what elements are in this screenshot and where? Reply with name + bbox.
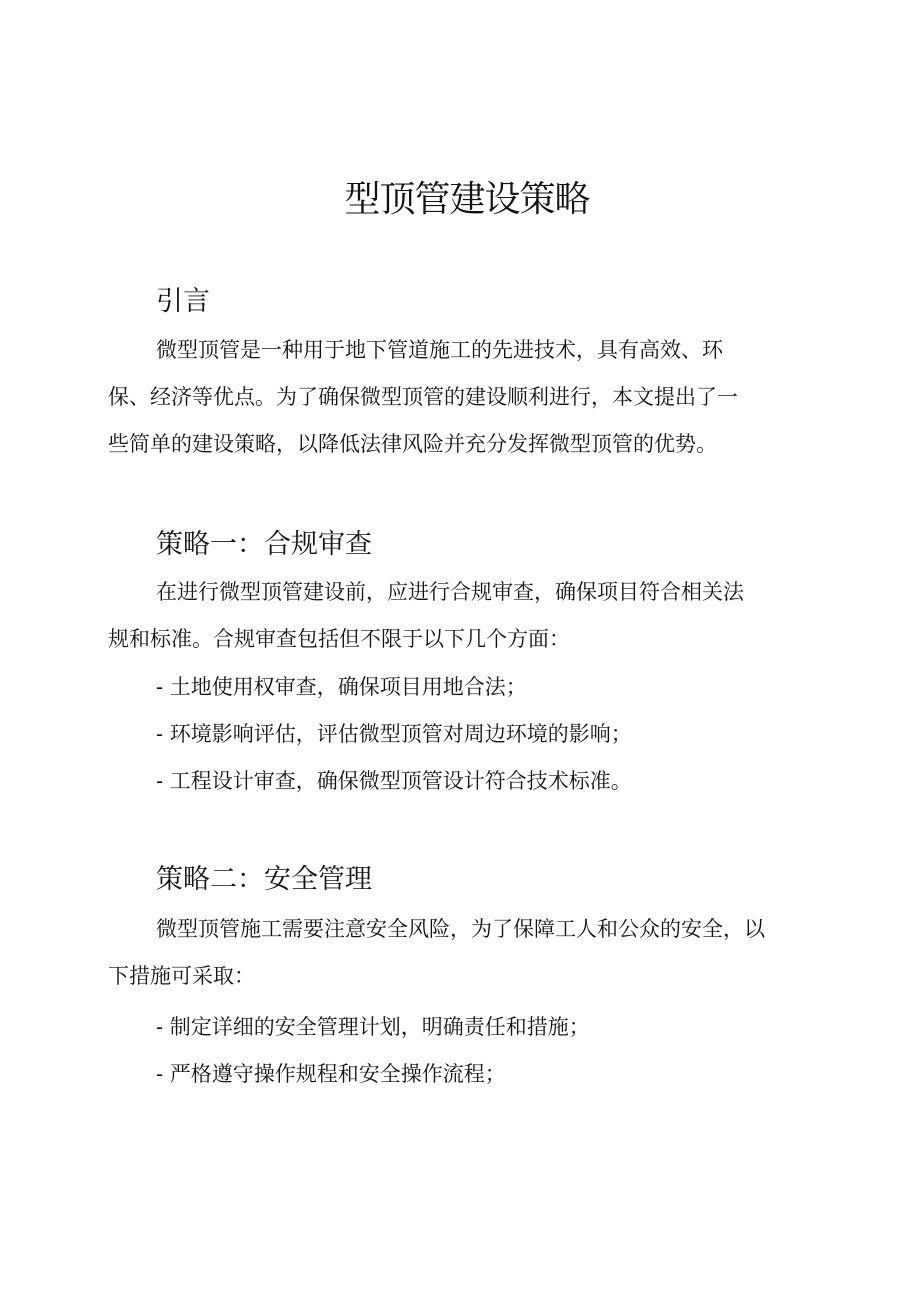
section-heading-introduction: 引言 [156,286,210,317]
paragraph-line: 微型顶管是一种用于地下管道施工的先进技术，具有高效、环 [156,338,723,362]
bullet-item: - 工程设计审查，确保微型顶管设计符合技术标准。 [156,769,632,793]
paragraph-line: 下措施可采取： [108,964,255,988]
paragraph-line: 些简单的建设策略，以降低法律风险并充分发挥微型顶管的优势。 [108,432,717,456]
bullet-item: - 严格遵守操作规程和安全操作流程； [156,1062,506,1086]
paragraph-line: 保、经济等优点。为了确保微型顶管的建设顺利进行，本文提出了一 [108,385,738,409]
bullet-item: - 环境影响评估，评估微型顶管对周边环境的影响； [156,722,632,746]
paragraph-line: 在进行微型顶管建设前，应进行合规审查，确保项目符合相关法 [156,580,744,604]
paragraph-line: 规和标准。合规审查包括但不限于以下几个方面： [108,627,570,651]
bullet-item: - 土地使用权审查，确保项目用地合法； [156,675,527,699]
paragraph-line: 微型顶管施工需要注意安全风险，为了保障工人和公众的安全，以 [156,917,765,941]
section-heading-safety-management: 策略二：安全管理 [156,864,372,895]
safety-management-paragraph [108,906,820,1000]
section-heading-compliance-review: 策略一：合规审查 [156,529,372,560]
bullet-item: - 制定详细的安全管理计划，明确责任和措施； [156,1015,590,1039]
document-title: 型顶管建设策略 [344,179,590,220]
introduction-paragraph [108,327,820,468]
compliance-review-paragraph [108,569,820,663]
